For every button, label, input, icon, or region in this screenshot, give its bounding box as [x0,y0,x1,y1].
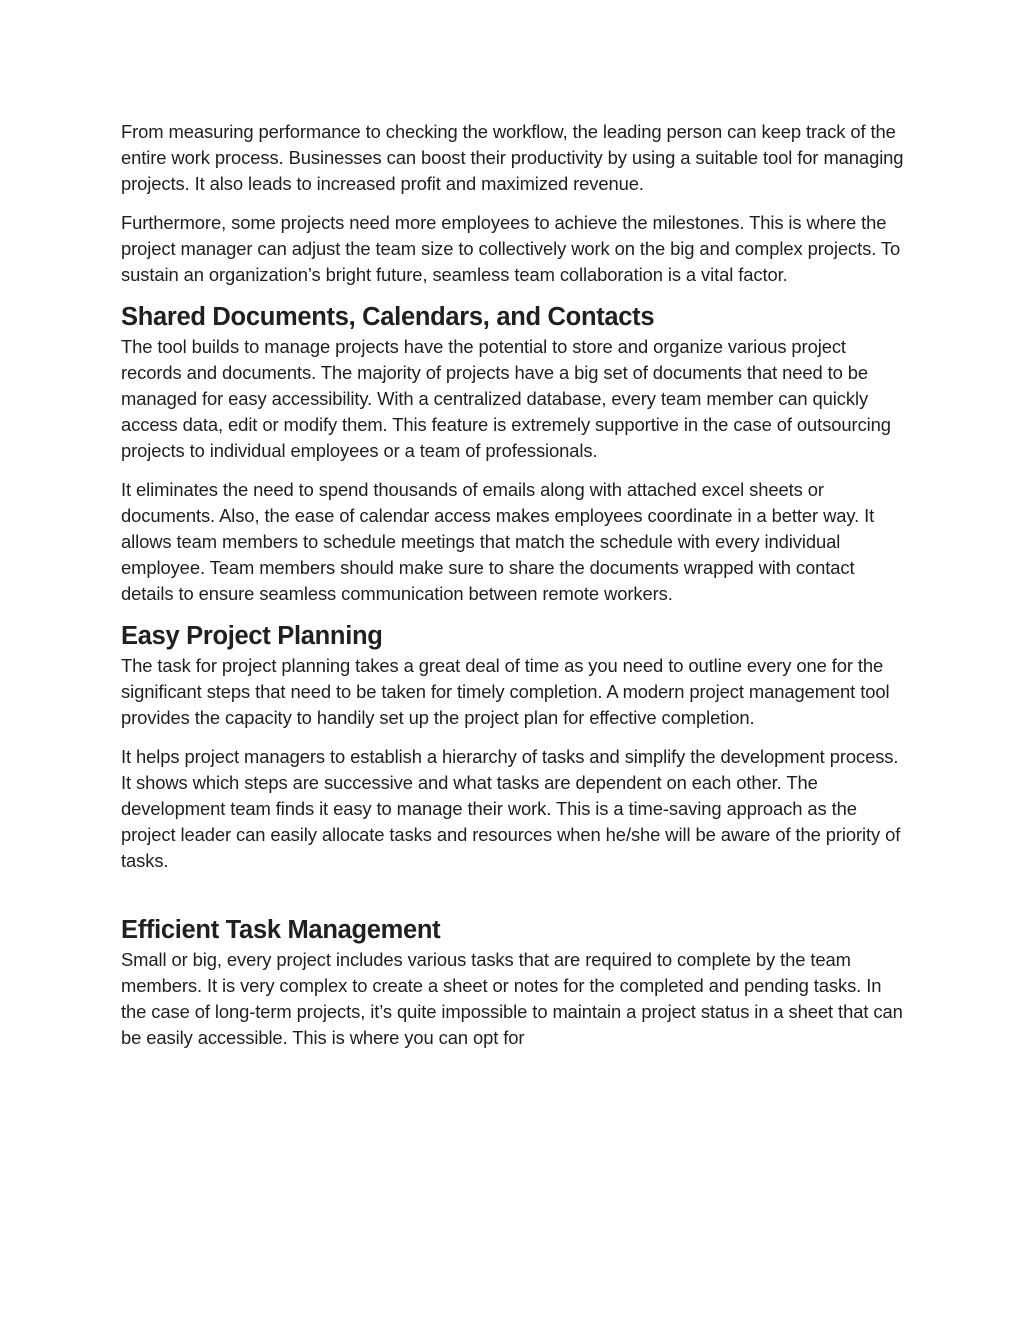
paragraph: From measuring performance to checking the workflow, the leading person can keep track of the entire work process. Businesses can boost their productivity by using a suitable tool for managing projects. It also leads to increased profit and maximized revenue. [121,121,904,194]
paragraph: It eliminates the need to spend thousands of emails along with attached excel sheets or documents. Also, the ease of calendar access makes employees coordinate in a better way. It allows team members to schedule meetings that match the schedule with every individual employee. Team members should make sure to share the documents wrapped with contact details to ensure seamless communication between remote workers. [121,479,875,604]
section-heading-easy-project-planning: Easy Project Planning [121,622,383,650]
section-heading-shared-documents: Shared Documents, Calendars, and Contacts [121,303,655,331]
paragraph: Small or big, every project includes various tasks that are required to complete by the team members. It is very complex to create a sheet or notes for the completed and pending tasks. In the case of long-term projects, it’s quite impossible to maintain a project status in a sheet that can be easily accessible. This is where you can opt for [121,949,903,1048]
section-heading-efficient-task-management: Efficient Task Management [121,916,441,944]
paragraph: Furthermore, some projects need more employees to achieve the milestones. This is where the project manager can adjust the team size to collectively work on the big and complex projects. To sustain an organization’s bright future, seamless team collaboration is a vital factor. [121,212,901,285]
paragraph: It helps project managers to establish a hierarchy of tasks and simplify the development process. It shows which steps are successive and what tasks are dependent on each other. The development team finds it easy to manage their work. This is a time-saving approach as the project leader can easily allocate tasks and resources when he/she will be aware of the priority of tasks. [121,746,901,871]
document-page [121,119,911,1064]
paragraph: The tool builds to manage projects have the potential to store and organize various project records and documents. The majority of projects have a big set of documents that need to be managed for easy accessibility. With a centralized database, every team member can quickly access data, edit or modify them. This feature is extremely supportive in the case of outsourcing projects to individual employees or a team of professionals. [121,336,891,461]
paragraph: The task for project planning takes a great deal of time as you need to outline every one for the significant steps that need to be taken for timely completion. A modern project management tool provides the capacity to handily set up the project plan for effective completion. [121,655,890,728]
